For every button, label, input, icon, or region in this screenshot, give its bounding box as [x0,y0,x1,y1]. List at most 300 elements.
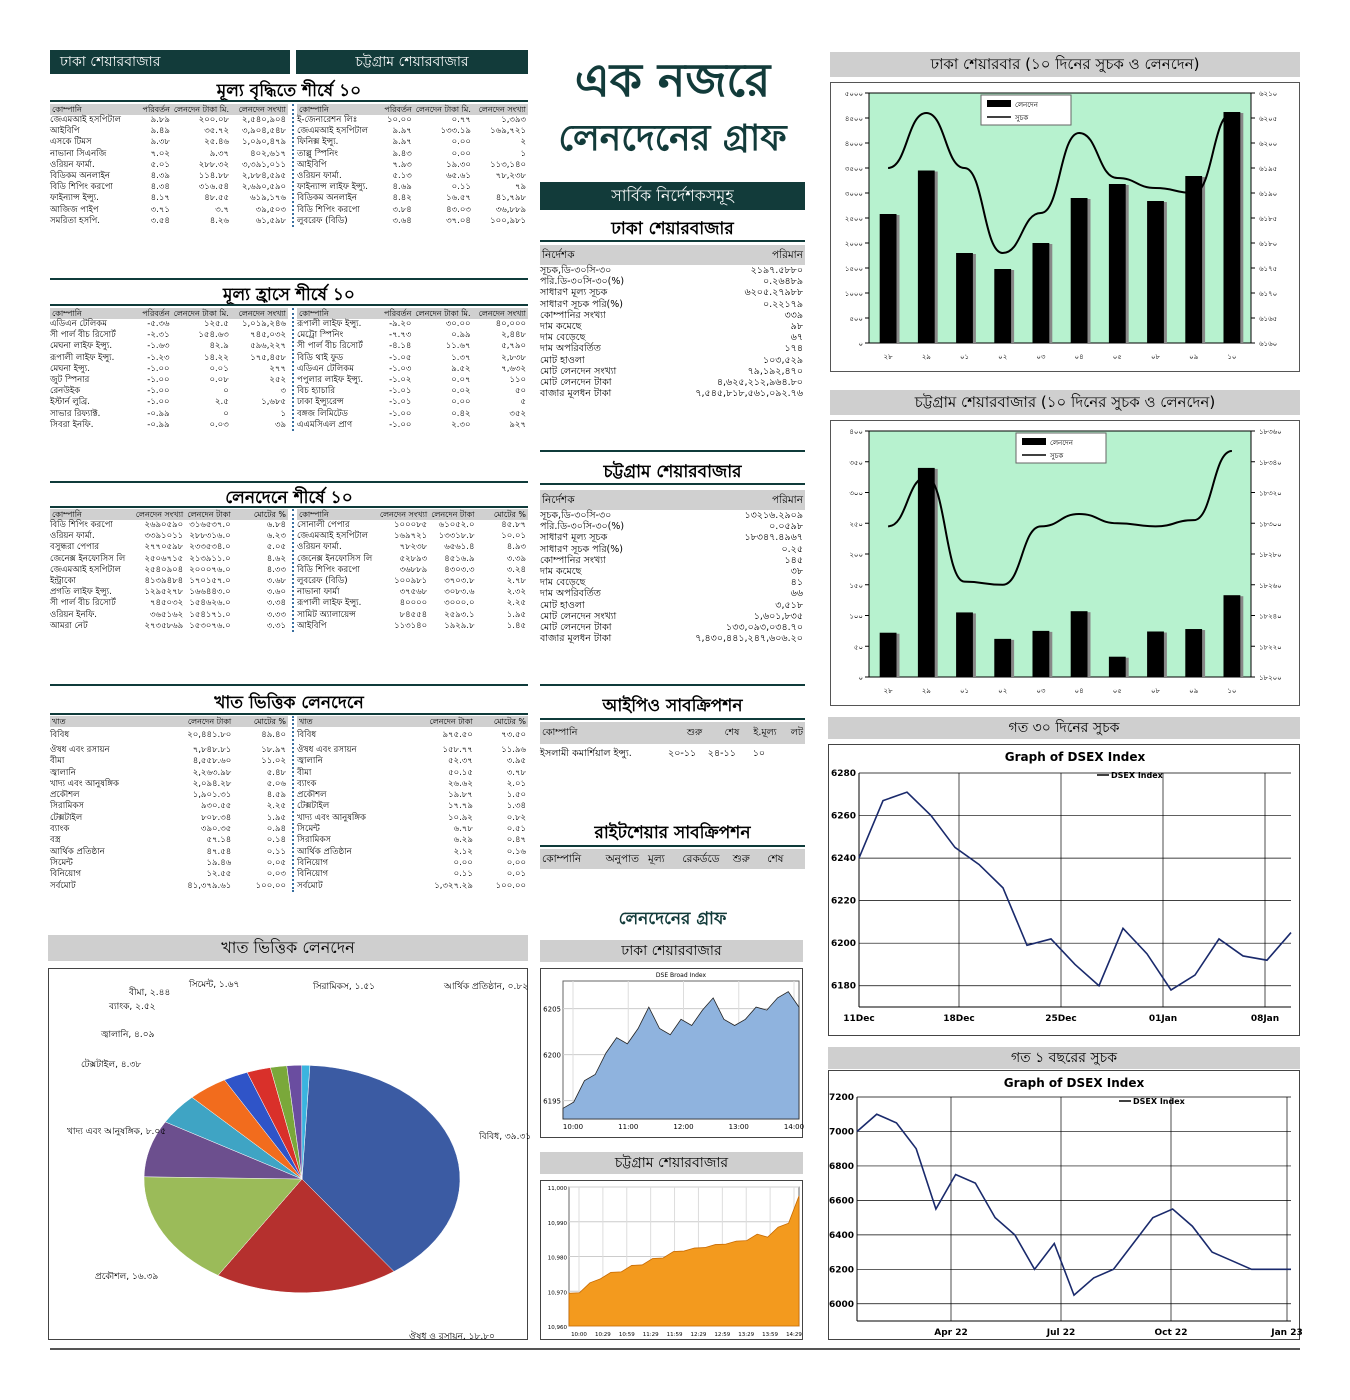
x-tick-label: ২৯ [921,687,931,695]
table-cell: বিডি শিপিং করপো [50,182,113,193]
table-cell: ১৫৩০৭৬.০ [189,620,231,631]
y-tick-label: 6200 [830,939,856,950]
table-row [297,216,528,227]
dse-intraday-label: ঢাকা শেয়ারবাজার [540,940,803,962]
y-tick-label: 6220 [830,896,856,907]
table-cell: ০.০৭ [451,375,471,386]
y-tick-label: 7200 [828,1093,854,1103]
table-cell: ১ [520,148,526,159]
table-cell: ৭৩.৫০ [501,730,526,741]
table-cell: ০.২২১৭৯ [762,298,803,310]
table-cell: ২৫.৪৬ [204,137,230,148]
table-cell: সূচক,ডি-৩০সি-৩০ [540,510,612,521]
table-row [297,353,528,364]
table-row [50,858,288,869]
table-row [540,555,805,566]
table-cell: ২৬৯০৫৯০ [144,520,184,530]
table-row [540,321,805,332]
divider [50,304,528,306]
column-header: লেনদেন সংখ্যা [231,308,288,319]
table-row [540,577,805,588]
table-cell: ৪০,০০০ [495,319,526,329]
column-header: পরিবর্তন [130,308,171,319]
table-row [297,149,528,160]
table-cell: টেক্সটাইল [50,812,83,823]
table-cell: ১৯২৯.৮ [444,620,475,631]
table-cell: ৯.৫২ [451,363,471,374]
y-tick-label: 6600 [828,1196,854,1207]
table-cell: ১৩৩,০৯৩,০৩৪.৭০ [726,622,803,634]
table-cell: ৩৯০.৩৫ [200,824,232,835]
pie-label: প্রকৌশল, ১৬.৩৯ [95,1272,159,1282]
table-cell: ২৫৪০৯০৪ [144,564,184,575]
table-cell: ৪১৩৯৪৮৪ [144,576,184,587]
table-row [540,588,805,599]
table-row [50,341,288,352]
table-cell: ২১৩৯১১.০ [189,553,231,564]
table-cell: ব্যাংক [297,778,317,789]
table-cell: ২,৮৮৪,৫৯৫ [241,171,286,182]
y2-tick-label: ৬১৬৫ [1259,315,1278,323]
x-tick-label: ০৪ [1074,687,1084,695]
table-row [50,576,288,587]
x-tick-label: ০৮ [1150,353,1161,361]
table-cell: ১১.৬৭ [445,341,471,352]
table-cell: ১৬৯,৭২১ [490,126,526,137]
table-cell: ৩.৩১ [266,620,286,631]
table-cell: সামিট অ্যালায়েন্স [297,609,356,620]
table-cell: ২,৬৯০,৫৯০ [241,182,286,193]
table-cell: সিরামিকস [297,835,331,846]
table-cell: ১০.০০ [386,115,412,125]
y2-tick-label: ৬২০৫ [1259,115,1278,123]
x-tick-label: ১০ [1227,687,1237,695]
legend-bar-label: লেনদেন [1015,101,1038,109]
indicators-dse-table [540,245,805,399]
table-cell: ৩৫.৭২ [204,126,230,137]
y-tick-label: ১০০ [849,612,863,621]
table-cell: ২.৩০ [451,419,471,430]
table-cell: ৩.৬৮ [266,576,286,587]
table-cell: -১.০০ [389,408,412,419]
y2-tick-label: ১৮৩৪০ [1259,458,1282,467]
table-cell: আমরা নেট [50,620,88,631]
table-row [297,565,528,576]
table-row [50,610,288,621]
data-table [540,849,805,869]
table-cell: খাদ্য এবং আনুষঙ্গিক [50,778,119,789]
table-cell: -৭.৭৩ [389,330,412,341]
table-cell: সূচক,ডি-৩০সি-৩০ [540,265,612,276]
y-tick-label: ১৫০ [849,581,863,590]
table-cell: ১০৩,৫২৯ [762,354,803,366]
indicators-title: সার্বিক নির্দেশকসমূহ [540,182,805,210]
bar [918,171,935,344]
table-cell: মেঘনা লাইফ ইন্স্যু. [50,341,113,352]
table-cell: সোনালী পেপার [297,520,350,530]
table-cell: ইসলামী কমার্শিয়াল ইন্স্যু. [540,748,632,759]
table-cell: ১৪৫ [784,554,803,566]
table-cell: ৫.১৩ [392,171,412,182]
pie-chart [49,969,532,1342]
pie-label: জ্বালানি, ৪.০৯ [101,1030,155,1040]
table-cell: ১৭০১৫৭.০ [189,576,231,587]
x-tick-label: ০৮ [1150,687,1161,695]
legend-label: DSEX Index [1133,1097,1185,1106]
table-row [50,216,288,227]
table-cell: ১২৫.৫ [203,319,229,329]
table-cell: ২,৮৩৮ [501,352,526,363]
bar [1223,595,1240,677]
table-cell: ৪.৩৪ [150,182,170,193]
year-chart [828,1071,1303,1339]
table-row [50,745,288,756]
table-cell: ১৯.৮৭ [448,790,473,801]
table-cell: ৩.৮৪ [392,204,412,215]
table-row [297,756,528,767]
table-cell: ১,৬৮৫ [261,397,286,408]
table-cell: ই-জেনারেশন লিঃ [297,115,358,125]
table-row [50,171,288,182]
table-row [297,598,528,609]
bar [1185,176,1202,343]
table-cell: ১৬৬৪৪৩.০ [189,587,231,598]
table-cell: ওরিয়ন ফার্মা. [297,171,342,182]
chart-title: DSE Broad Index [655,972,707,979]
x-tick-label: 14:29 [786,1332,802,1338]
table-cell: ওরিয়ন ফার্মা. [297,542,342,553]
table-row [297,171,528,182]
table-cell: মোট লেনদেন সংখ্যা [540,610,617,622]
table-cell: ৫.৪৮ [266,767,286,778]
table-cell: ১৬৯৭২১ [394,531,428,542]
y-tick-label: 10,970 [547,1290,567,1297]
table-row [50,847,288,858]
table-cell: ৭৪৫০৩২ [150,598,184,609]
legend-line-label: সুচক [1015,114,1029,122]
table-cell: -১.০০ [147,386,170,397]
table-cell: ৩.৩৯ [506,553,526,564]
turnover-dse-table [50,509,288,632]
table-header-row [540,849,805,869]
table-cell: ২৪-১১ [707,748,736,759]
x-tick-label: ০১ [959,353,970,361]
table-cell: বস্ত্র [50,835,61,846]
table-cell: ২৮৮.৩২ [198,159,230,170]
column-header: মোটের % [233,716,288,727]
table-cell: প্রকৌশল [297,790,327,801]
table-row [297,520,528,531]
table-cell: ৫৯৬,২২৭ [250,341,286,352]
table-cell: ৩.৩৪ [266,598,286,609]
table-cell [778,744,805,764]
table-cell: ঔষধ এবং রসায়ন [50,745,110,755]
table-cell: ১৯.৪৬ [206,857,232,868]
table-cell: ৬.৮৪ [266,520,286,530]
column-header: মূল্য [646,849,680,869]
y2-tick-label: ১৮২৮০ [1259,551,1282,559]
column-header: লেনদেন টাকা [431,510,475,519]
x-tick-label: 10:00 [571,1332,587,1338]
table-cell: বীমা [50,756,65,767]
legend-bar-swatch [987,100,1011,107]
x-tick-label: 13:00 [728,1123,749,1131]
column-header: পরিমান [659,245,805,265]
table-cell: বিডি থাই ফুড [297,352,344,363]
pie-label: ঔষধ ও রসায়ন, ১৮.৮০ [409,1332,495,1342]
x-tick-label: 01Jan [1148,1014,1178,1024]
y-tick-label: ০ [858,340,863,348]
table-cell: ১১৩,১৪০ [490,159,526,170]
table-cell: -১.০২ [389,375,412,386]
losers-title: মূল্য হ্রাসে শীর্ষে ১০ [223,285,355,305]
y-tick-label: ৩০০ [849,489,863,498]
x-tick-label: ২৯ [921,353,931,361]
x-tick-label: 18Dec [943,1014,975,1024]
y-tick-label: ৩০০০ [844,190,863,198]
table-cell: ১৫৪১৭১.০ [189,609,231,620]
table-cell: ৬.২৯ [453,835,473,846]
table-cell: ৪৩.০৩ [446,204,471,215]
table-cell: -৯.২০ [389,319,412,329]
table-cell: ৩৬৫১৬২ [150,609,184,620]
column-header: শেষ [765,849,805,869]
table-cell: ১৯.৩০ [446,159,471,170]
table-row [540,521,805,532]
table-row [297,813,528,824]
table-cell: ৫.০১ [150,159,170,170]
table-cell: ৩৭৫৬৮ [399,587,428,598]
cse10-chart [831,421,1299,705]
divider [50,684,528,686]
losers-dse-table [50,308,288,431]
chart-title: Graph of DSEX Index [1004,750,1146,764]
table-row [50,137,288,148]
table-row [297,869,528,880]
table-row [297,847,528,858]
table-row [50,115,288,126]
table-row [540,510,805,521]
table-cell: ৫০.১৫ [448,767,473,778]
table-row [540,276,805,287]
table-cell: ০.০০ [451,397,471,408]
y2-tick-label: ৬২০০ [1259,140,1278,148]
dse10-chart [831,83,1299,371]
column-header: লেনদেন সংখ্যা [473,104,528,115]
table-row [50,790,288,801]
table-cell: ৪৯.৪০ [261,730,286,741]
table-cell: ৬৬ [790,588,803,600]
table-cell: ৬৭ [790,332,803,344]
year-box [828,1070,1303,1340]
table-cell: রেনউইক [50,386,81,397]
table-row [50,160,288,171]
cse-intraday-box [540,1180,803,1340]
table-cell: ০.০০ [451,137,471,148]
table-cell: ৫.০৬ [266,778,286,789]
bar [1071,611,1088,677]
table-cell: ১,৯০১.৩১ [192,790,232,801]
data-table [50,308,288,431]
data-table [297,308,528,431]
table-cell: খাদ্য এবং আনুষঙ্গিক [297,812,366,823]
table-row [297,576,528,587]
y-tick-label: ২৫০০ [844,215,863,223]
gainers-title: মূল্য বৃদ্ধিতে শীর্ষে ১০ [216,81,362,101]
y-tick-label: ০ [858,674,863,682]
column-header: পরিবর্তন [374,308,413,319]
bar [1109,657,1126,677]
data-table [297,716,528,892]
table-cell: -০.৯৯ [147,419,170,430]
table-cell: ৩.৯৫ [506,756,526,767]
column-header: লট [778,722,805,744]
table-cell: ২,৫৪০,৯০৪ [241,115,286,125]
table-cell: ০.০৫৯৮ [769,521,803,533]
y2-tick-label: ১৮২৬০ [1259,581,1282,590]
column-header: লেনদেন সংখ্যা [135,510,184,519]
table-row [297,386,528,397]
table-cell: ৭,৬৩২ [501,363,526,374]
table-row [50,531,288,542]
table-row [50,565,288,576]
table-cell: ১২.৫৫ [206,869,232,880]
y-tick-label: 6280 [830,769,856,779]
data-table [50,509,288,632]
y-tick-label: ৪০০ [849,428,863,436]
table-cell: ১১০ [509,375,526,386]
table-cell: ১০ [752,748,766,759]
x-tick-label: 13:29 [738,1332,755,1338]
table-cell: ১০০০৮৫ [394,520,428,530]
table-cell: মোট লেনদেন টাকা [540,622,612,634]
table-cell: ৬.২৩ [266,531,286,542]
y-tick-label: ৫০ [853,643,863,652]
table-cell: ৩৭.০৪ [446,215,471,226]
table-cell: ২০,৪৪১.৮০ [187,730,232,741]
table-cell: ৪০২,৬১৭ [250,148,286,159]
table-cell: জেএমআই হসপিটাল [297,531,368,542]
dse-intraday-box [540,968,803,1138]
sector-dse-table [50,716,288,892]
table-row [540,299,805,310]
column-header: মোটের % [477,509,528,520]
table-cell: ২০০.০৮ [198,115,230,125]
column-header: লেনদেন সংখ্যা [379,510,428,519]
table-cell: ৯৮ [790,321,803,333]
table-cell: ২৩৩৫৩৪.০ [189,542,231,553]
column-header: লেনদেন টাকা [401,716,475,727]
table-row [540,622,805,633]
table-cell: ৩,৩৯১,০১১ [241,159,286,170]
table-cell: বিডি শিপিং করপো [297,564,360,575]
table-cell: ৩.৬০ [266,587,286,598]
table-cell: ০.৪৭ [506,835,526,846]
gainers-dse-table [50,104,288,227]
cse-intraday-chart [541,1181,802,1339]
dse-intraday-chart [541,969,805,1137]
turnover-cse-table [292,509,528,632]
column-header: লেনদেন টাকা মি. [415,105,471,114]
x-tick-label: ০৪ [1074,353,1084,361]
column-header: কোম্পানি [297,308,374,319]
dse-header: ঢাকা শেয়ারবাজার [50,50,290,74]
cse10-box [830,420,1300,706]
table-row [297,115,528,126]
y-tick-label: 6200 [828,1265,854,1276]
table-cell: ১৩৩.১৯ [440,126,471,137]
column-header: লেনদেন টাকা মি. [173,105,230,114]
table-cell: সাধারণ মূল্য সূচক [540,287,608,299]
table-row [540,332,805,343]
table-cell: বিডি শিপিং করপো [50,520,113,530]
divider [540,684,805,686]
bar [1185,629,1202,677]
table-cell: ৩১৬৫৩৭.০ [189,520,231,530]
table-row [50,881,288,892]
bar [880,214,897,343]
table-cell: আর্থিক প্রতিষ্ঠান [50,846,105,857]
table-cell: ৩৭০৩.৮ [444,576,475,587]
table-cell: ৬৫.৬১ [446,171,471,182]
table-cell: ৯৩০.৫৫ [200,801,232,812]
y-tick-label: 10,990 [547,1220,567,1227]
table-cell: সী পার্ল বীচ রিসোর্ট [50,330,116,341]
table-row [50,353,288,364]
table-cell: ২৭৭০৫৯৮ [144,542,184,553]
table-cell: ৩৮ [790,566,803,578]
table-cell: ১৮৩৪৭.৪৯৬৭ [744,532,803,544]
column-header: লেনদেন টাকা [157,716,233,727]
table-cell: ০.২৫ [781,543,803,555]
table-cell: দাম অপরিবর্তিত [540,588,601,600]
table-cell: ২৫৯৩.১ [444,609,475,620]
column-header: পরিবর্তন [131,104,172,115]
pie-label: বিবিধ, ৩৯.৩১ [479,1132,532,1142]
y-tick-label: 6800 [828,1161,854,1172]
table-row [540,265,805,276]
bar [1032,631,1049,677]
x-tick-label: 11Dec [843,1014,875,1024]
table-cell: ৪১,৩৭৯.৬১ [187,880,232,891]
table-cell: ৭৯ [514,182,526,193]
table-cell: বিনিয়োগ [297,857,329,868]
pie-label: খাদ্য এবং আনুষঙ্গিক, ৮.০৫ [67,1127,167,1137]
ipo-title: আইপিও সাবক্রিপশন [602,696,743,716]
table-cell: ৬১৯,১৭৬ [250,193,286,204]
table-cell: ৫ [520,397,526,408]
x-tick-label: ০৯ [1189,353,1199,361]
column-header: লেনদেন সংখ্যা [473,308,528,319]
pie-label: সিরামিকস, ১.৫১ [313,982,375,992]
table-row [297,587,528,598]
column-header: কোম্পানি [50,308,130,319]
x-tick-label: ২৮ [883,687,893,695]
table-cell: ৮০৮.৩৪ [200,812,232,823]
table-cell: ২.২৫ [506,598,526,609]
y2-tick-label: ১৮২৪০ [1259,612,1282,621]
table-row [50,835,288,846]
table-cell: ৩.৭ [215,204,230,215]
column-header: অনুপাত [604,849,646,869]
table-cell: জ্বালানি [297,756,323,767]
table-cell: ৪,৫৫৮.৬০ [192,756,232,767]
table-cell: বসুন্ধরা পেপার [50,542,100,553]
table-row [50,768,288,779]
x-tick-label: 11:00 [618,1123,639,1131]
table-cell: ৯.৯৭ [392,126,412,137]
table-cell: ০.০২ [451,386,471,397]
